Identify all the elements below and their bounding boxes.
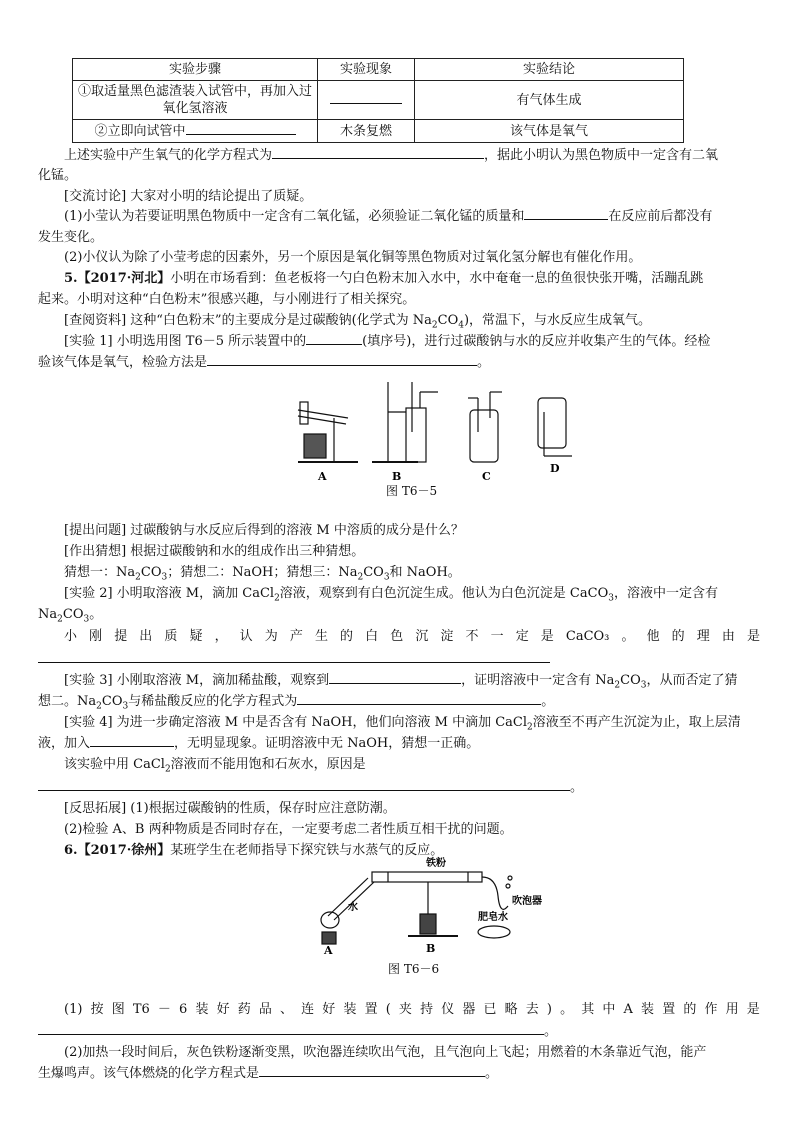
q4-line1: 上述实验中产生氧气的化学方程式为 ，据此小明认为黑色物质中一定含有二氧 [64, 148, 719, 163]
justified-char: 白 [365, 629, 379, 644]
justified-char: T6 [132, 1002, 150, 1017]
justified-char: 的 [683, 1002, 697, 1017]
justified-char: － [157, 1002, 171, 1017]
figure-label: C [482, 470, 491, 483]
q5-exp3: [实验 3] 小刚取溶液 M，滴加稀盐酸，观察到 ，证明溶液中一定含有 $Na_2CO_3$，从而否定了猜 [64, 673, 738, 691]
justified-char: 图 [111, 1002, 125, 1017]
figure-label: B [426, 942, 436, 955]
figure-label-iron: 铁粉 [426, 858, 446, 869]
justified-char: 小 [64, 629, 78, 644]
answer-blank[interactable] [38, 650, 550, 663]
justified-char: CaCO₃ [565, 629, 610, 644]
table-header: 实验步骤 [73, 59, 318, 81]
q5-intro2: 起来。小明对这种“白色粉末”很感兴趣，与小刚进行了相关探究。 [38, 292, 416, 307]
table-cell: 木条复燃 [318, 120, 415, 143]
justified-char: 置 [662, 1002, 676, 1017]
q4-discuss: [交流讨论] 大家对小明的结论提出了质疑。 [64, 189, 313, 204]
q5-exp1c: 验该气体是氧气，检验方法是 。 [38, 355, 491, 370]
q4-d2: (2)小仪认为除了小莹考虑的因素外，另一个原因是氧化铜等黑色物质对过氧化氢分解也有催化作用。 [64, 250, 642, 265]
justified-char: 、 [280, 1002, 294, 1017]
q5-intro: 5.【2017·河北】小明在市场看到：鱼老板将一勺白色粉末加入水中，水中奄奄一息的鱼很快张开嘴，活蹦乱跳 [64, 271, 704, 286]
justified-char: 由 [721, 629, 735, 644]
q5-exp2: [实验 2] 小明取溶液 M，滴加 CaCl$_2$溶液，观察到有白色沉淀生成。他认为白色沉淀是 CaCO$_3$，溶液中一定含有 [64, 586, 718, 604]
q4-d1c: 发生变化。 [38, 230, 104, 245]
justified-char: 中 [602, 1002, 616, 1017]
justified-char: 认 [239, 629, 253, 644]
justified-char: 装 [195, 1002, 209, 1017]
justified-char: 。 [560, 1002, 574, 1017]
justified-char: 淀 [440, 629, 454, 644]
answer-blank[interactable] [524, 207, 608, 220]
justified-char: 好 [216, 1002, 230, 1017]
table-cell: 有气体生成 [415, 81, 684, 120]
justified-char: 按 [90, 1002, 104, 1017]
q5-exp1: [实验 1] 小明选用图 T6－5 所示装置中的 (填序号)，进行过碳酸钠与水的反应并收集产生的气体。经检 [64, 334, 711, 349]
q4-line2: 化锰。 [38, 168, 78, 183]
q4-d1: (1)小莹认为若要证明黑色物质中一定含有二氧化锰，必须验证二氧化锰的质量和 在反应前后都没有 [64, 209, 713, 224]
justified-char: 为 [264, 629, 278, 644]
table-cell: ①取适量黑色滤渣装入试管中，再加入过氧化氢溶液 [73, 81, 318, 120]
justified-char: ， [214, 629, 228, 644]
table-row [73, 120, 684, 143]
answer-blank[interactable] [306, 332, 362, 345]
q5-exp3e: 想二。$Na_2CO_3$与稀盐酸反应的化学方程式为 。 [38, 694, 555, 712]
justified-char: 是 [746, 1002, 760, 1017]
figure-caption: 图 T6－6 [388, 962, 440, 976]
q5-question: [提出问题] 过碳酸钠与水反应后得到的溶液 M 中溶质的成分是什么？ [64, 523, 464, 538]
q6-s2a: (2)加热一段时间后，灰色铁粉逐渐变黑，吹泡器连续吹出气泡，且气泡向上飞起；用燃着的木条靠近气泡，能产 [64, 1045, 707, 1060]
justified-char: 夹 [398, 1002, 412, 1017]
justified-char: 一 [490, 629, 504, 644]
justified-char: (1) [64, 1002, 83, 1017]
q6-s1-blank: 。 [38, 1022, 760, 1041]
figure-label-blower: 吹泡器 [512, 896, 542, 907]
justified-char: A [623, 1002, 633, 1017]
answer-blank[interactable] [90, 734, 174, 747]
justified-char: 质 [164, 629, 178, 644]
table-row [73, 81, 684, 120]
figure-label: B [392, 470, 402, 483]
q5-doubt [38, 627, 760, 646]
justified-char: 装 [343, 1002, 357, 1017]
answer-blank[interactable] [330, 91, 402, 104]
justified-char: 理 [696, 629, 710, 644]
justified-char: 他 [646, 629, 660, 644]
justified-char: 生 [314, 629, 328, 644]
answer-blank[interactable] [186, 122, 296, 135]
experiment-table [72, 58, 684, 143]
justified-char: 用 [725, 1002, 739, 1017]
figure-label: A [318, 470, 327, 483]
figure-label-soap: 肥皂水 [478, 912, 508, 923]
q5-why-blank: 。 [38, 778, 760, 797]
justified-char: 是 [540, 629, 554, 644]
table-cell: 该气体是氧气 [415, 120, 684, 143]
justified-char: 刚 [89, 629, 103, 644]
figure-label: A [324, 944, 333, 956]
q5-exp2d: $Na_2CO_3$。 [38, 607, 103, 625]
justified-char: 产 [289, 629, 303, 644]
justified-char: 的 [671, 629, 685, 644]
figure-t6-5 [288, 372, 588, 484]
justified-char: 品 [258, 1002, 272, 1017]
answer-blank[interactable] [38, 778, 570, 791]
justified-char: 药 [237, 1002, 251, 1017]
answer-blank[interactable] [38, 1022, 544, 1035]
q5-why: 该实验中用 CaCl$_2$溶液而不能用饱和石灰水，原因是 [64, 757, 366, 775]
justified-char: 持 [420, 1002, 434, 1017]
justified-char: 器 [462, 1002, 476, 1017]
q5-exp4c: 液，加入 ，无明显现象。证明溶液中无 NaOH，猜想一正确。 [38, 736, 480, 751]
q5-ext1: [反思拓展] (1)根据过碳酸钠的性质，保存时应注意防潮。 [64, 801, 396, 816]
figure-label-water: 水 [348, 902, 358, 913]
justified-char: 疑 [189, 629, 203, 644]
justified-char: 其 [581, 1002, 595, 1017]
q5-doubt-blank [38, 650, 760, 669]
justified-char: 仪 [441, 1002, 455, 1017]
table-cell: ②立即向试管中 [73, 120, 318, 143]
q5-consult: [查阅资料] 这种“白色粉末”的主要成分是过碳酸钠(化学式为 $Na_2CO_4$)，常温下，与水反应生成氧气。 [64, 313, 652, 331]
figure-caption: 图 T6－5 [386, 484, 438, 498]
justified-char: 不 [465, 629, 479, 644]
figure-t6-6 [308, 856, 558, 956]
answer-blank[interactable] [259, 1064, 485, 1077]
q5-guesses: 猜想一：$Na_2CO_3$；猜想二：NaOH；猜想三：$Na_2CO_3$和 NaOH。 [64, 565, 461, 583]
justified-char: 去 [525, 1002, 539, 1017]
q5-guess: [作出猜想] 根据过碳酸钠和水的组成作出三种猜想。 [64, 544, 365, 559]
justified-char: 是 [746, 629, 760, 644]
justified-char: ) [546, 1002, 552, 1017]
q5-exp4: [实验 4] 为进一步确定溶液 M 中是否含有 NaOH，他们向溶液 M 中滴加 CaCl$_2$溶液至不再产生沉淀为止，取上层清 [64, 715, 741, 733]
justified-char: 装 [641, 1002, 655, 1017]
answer-blank[interactable] [272, 146, 484, 159]
q6-s2b: 生爆鸣声。该气体燃烧的化学方程式是 。 [38, 1066, 499, 1081]
justified-char: 连 [301, 1002, 315, 1017]
justified-char: 略 [504, 1002, 518, 1017]
answer-blank[interactable] [207, 353, 477, 366]
justified-char: 色 [390, 629, 404, 644]
figure-label: D [550, 462, 560, 475]
justified-char: 好 [322, 1002, 336, 1017]
answer-blank[interactable] [329, 671, 461, 684]
q5-ext2: (2)检验 A、B 两种物质是否同时存在，一定要考虑二者性质互相干扰的问题。 [64, 822, 513, 837]
justified-char: 定 [515, 629, 529, 644]
justified-char: 提 [114, 629, 128, 644]
justified-char: 。 [621, 629, 635, 644]
justified-char: 作 [704, 1002, 718, 1017]
table-cell [318, 81, 415, 120]
table-header: 实验现象 [318, 59, 415, 81]
justified-char: 已 [483, 1002, 497, 1017]
justified-char: 沉 [415, 629, 429, 644]
justified-char: 6 [179, 1002, 188, 1017]
justified-char: ( [385, 1002, 391, 1017]
q6-s1 [38, 1000, 760, 1019]
justified-char: 的 [340, 629, 354, 644]
q6-intro: 6.【2017·徐州】某班学生在老师指导下探究铁与水蒸气的反应。 [64, 843, 444, 858]
table-header: 实验结论 [415, 59, 684, 81]
answer-blank[interactable] [297, 692, 541, 705]
justified-char: 置 [364, 1002, 378, 1017]
justified-char: 出 [139, 629, 153, 644]
